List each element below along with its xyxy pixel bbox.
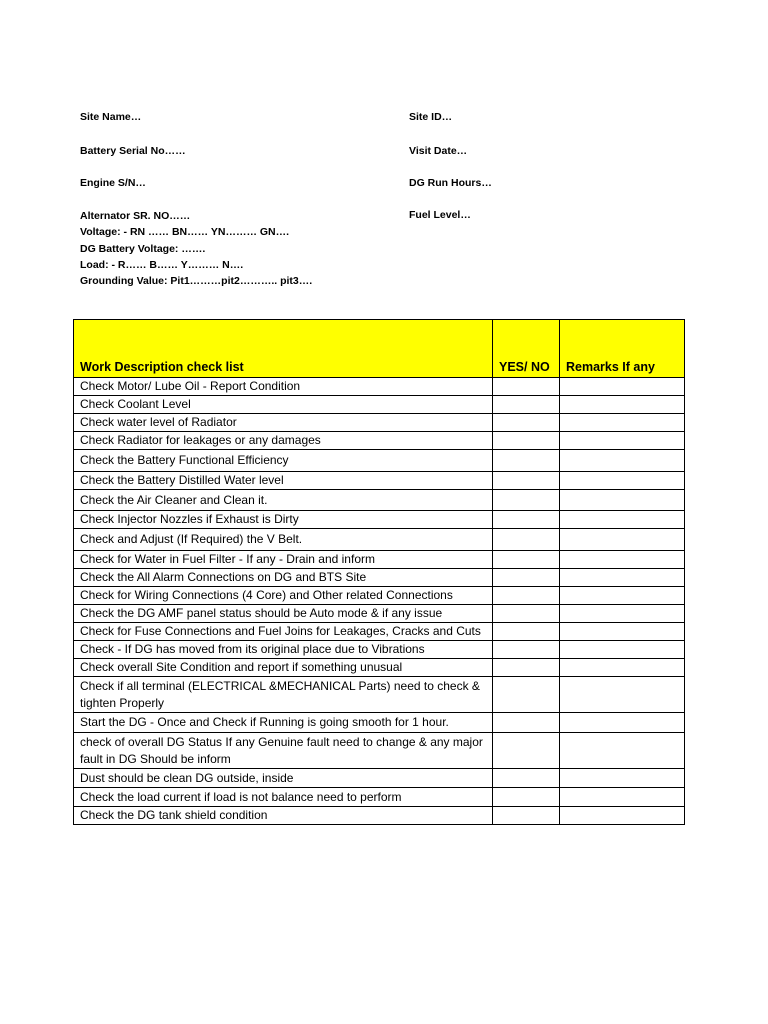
dg-battery-voltage-field: DG Battery Voltage: ……. (80, 242, 206, 255)
check-item: Check for Fuse Connections and Fuel Joins for Leakages, Cracks and Cuts (74, 623, 493, 641)
yes-no-cell[interactable] (493, 605, 560, 623)
check-item: Check Radiator for leakages or any damages (74, 432, 493, 450)
voltage-field: Voltage: - RN …… BN…… YN……… GN…. (80, 226, 290, 239)
fuel-level-field: Fuel Level… (409, 209, 471, 221)
check-item: Check and Adjust (If Required) the V Belt. (74, 529, 493, 551)
site-id-field: Site ID… (409, 111, 453, 123)
remarks-cell[interactable] (560, 450, 685, 472)
check-item: Check the DG AMF panel status should be Auto mode & if any issue (74, 605, 493, 623)
check-item: Check the Air Cleaner and Clean it. (74, 490, 493, 511)
check-item: Check if all terminal (ELECTRICAL &MECHANICAL Parts) need to check & tighten Properly (74, 677, 493, 713)
table-row (74, 623, 685, 641)
table-row (74, 490, 685, 511)
yes-no-cell[interactable] (493, 788, 560, 807)
yes-no-cell[interactable] (493, 378, 560, 396)
check-item: Check Motor/ Lube Oil - Report Condition (74, 378, 493, 396)
remarks-cell[interactable] (560, 769, 685, 788)
table-row (74, 378, 685, 396)
remarks-cell[interactable] (560, 713, 685, 733)
check-item: Check the Battery Distilled Water level (74, 472, 493, 490)
yes-no-cell[interactable] (493, 511, 560, 529)
remarks-cell[interactable] (560, 788, 685, 807)
yes-no-cell[interactable] (493, 432, 560, 450)
check-item: check of overall DG Status If any Genuine fault need to change & any major fault in DG Should be inform (74, 733, 493, 769)
table-row (74, 807, 685, 825)
visit-date-field: Visit Date… (409, 145, 468, 157)
table-row (74, 769, 685, 788)
check-item: Check for Water in Fuel Filter - If any - Drain and inform (74, 551, 493, 569)
table-row (74, 414, 685, 432)
site-name-field: Site Name… (80, 111, 142, 123)
table-row (74, 788, 685, 807)
table-row (74, 511, 685, 529)
check-item: Check - If DG has moved from its original place due to Vibrations (74, 641, 493, 659)
remarks-cell[interactable] (560, 490, 685, 511)
remarks-cell[interactable] (560, 623, 685, 641)
check-item: Check for Wiring Connections (4 Core) and Other related Connections (74, 587, 493, 605)
remarks-cell[interactable] (560, 733, 685, 769)
check-item: Check water level of Radiator (74, 414, 493, 432)
table-row (74, 529, 685, 551)
checklist-table (73, 319, 685, 825)
yes-no-cell[interactable] (493, 529, 560, 551)
yes-no-cell[interactable] (493, 659, 560, 677)
battery-serial-field: Battery Serial No…… (80, 145, 186, 157)
checklist-header-row (74, 320, 685, 378)
yes-no-cell[interactable] (493, 490, 560, 511)
yes-no-cell[interactable] (493, 587, 560, 605)
remarks-cell[interactable] (560, 569, 685, 587)
check-item: Check the All Alarm Connections on DG and BTS Site (74, 569, 493, 587)
check-item: Start the DG - Once and Check if Running is going smooth for 1 hour. (74, 713, 493, 733)
yes-no-cell[interactable] (493, 733, 560, 769)
remarks-cell[interactable] (560, 807, 685, 825)
dg-run-hours-field: DG Run Hours… (409, 177, 492, 189)
table-row (74, 432, 685, 450)
remarks-cell[interactable] (560, 396, 685, 414)
table-row (74, 472, 685, 490)
remarks-cell[interactable] (560, 378, 685, 396)
remarks-cell[interactable] (560, 677, 685, 713)
yes-no-cell[interactable] (493, 414, 560, 432)
remarks-cell[interactable] (560, 529, 685, 551)
table-row (74, 396, 685, 414)
yes-no-cell[interactable] (493, 472, 560, 490)
load-field: Load: - R…… B…… Y……… N…. (80, 258, 244, 271)
yes-no-cell[interactable] (493, 677, 560, 713)
yes-no-cell[interactable] (493, 623, 560, 641)
yes-no-header: YES/ NO (493, 320, 560, 378)
remarks-cell[interactable] (560, 511, 685, 529)
check-item: Check the DG tank shield condition (74, 807, 493, 825)
yes-no-cell[interactable] (493, 807, 560, 825)
remarks-cell[interactable] (560, 432, 685, 450)
table-row (74, 569, 685, 587)
yes-no-cell[interactable] (493, 713, 560, 733)
yes-no-cell[interactable] (493, 569, 560, 587)
table-row (74, 677, 685, 713)
remarks-cell[interactable] (560, 605, 685, 623)
grounding-value-field: Grounding Value: Pit1………pit2……….. pit3…. (80, 275, 313, 288)
electrical-readings-block (80, 208, 312, 289)
remarks-cell[interactable] (560, 414, 685, 432)
yes-no-cell[interactable] (493, 641, 560, 659)
check-item: Dust should be clean DG outside, inside (74, 769, 493, 788)
table-row (74, 450, 685, 472)
table-row (74, 659, 685, 677)
check-item: Check Coolant Level (74, 396, 493, 414)
remarks-cell[interactable] (560, 587, 685, 605)
remarks-cell[interactable] (560, 551, 685, 569)
table-row (74, 641, 685, 659)
remarks-cell[interactable] (560, 659, 685, 677)
table-row (74, 713, 685, 733)
table-row (74, 733, 685, 769)
table-row (74, 587, 685, 605)
remarks-header: Remarks If any (560, 320, 685, 378)
table-row (74, 605, 685, 623)
table-row (74, 551, 685, 569)
yes-no-cell[interactable] (493, 450, 560, 472)
yes-no-cell[interactable] (493, 769, 560, 788)
check-item: Check the load current if load is not balance need to perform (74, 788, 493, 807)
remarks-cell[interactable] (560, 641, 685, 659)
alternator-sr-field: Alternator SR. NO…… (80, 210, 191, 222)
remarks-cell[interactable] (560, 472, 685, 490)
engine-sn-field: Engine S/N… (80, 177, 146, 189)
check-item: Check Injector Nozzles if Exhaust is Dirty (74, 511, 493, 529)
yes-no-cell[interactable] (493, 396, 560, 414)
check-item: Check overall Site Condition and report if something unusual (74, 659, 493, 677)
yes-no-cell[interactable] (493, 551, 560, 569)
work-description-header: Work Description check list (74, 320, 493, 378)
check-item: Check the Battery Functional Efficiency (74, 450, 493, 472)
